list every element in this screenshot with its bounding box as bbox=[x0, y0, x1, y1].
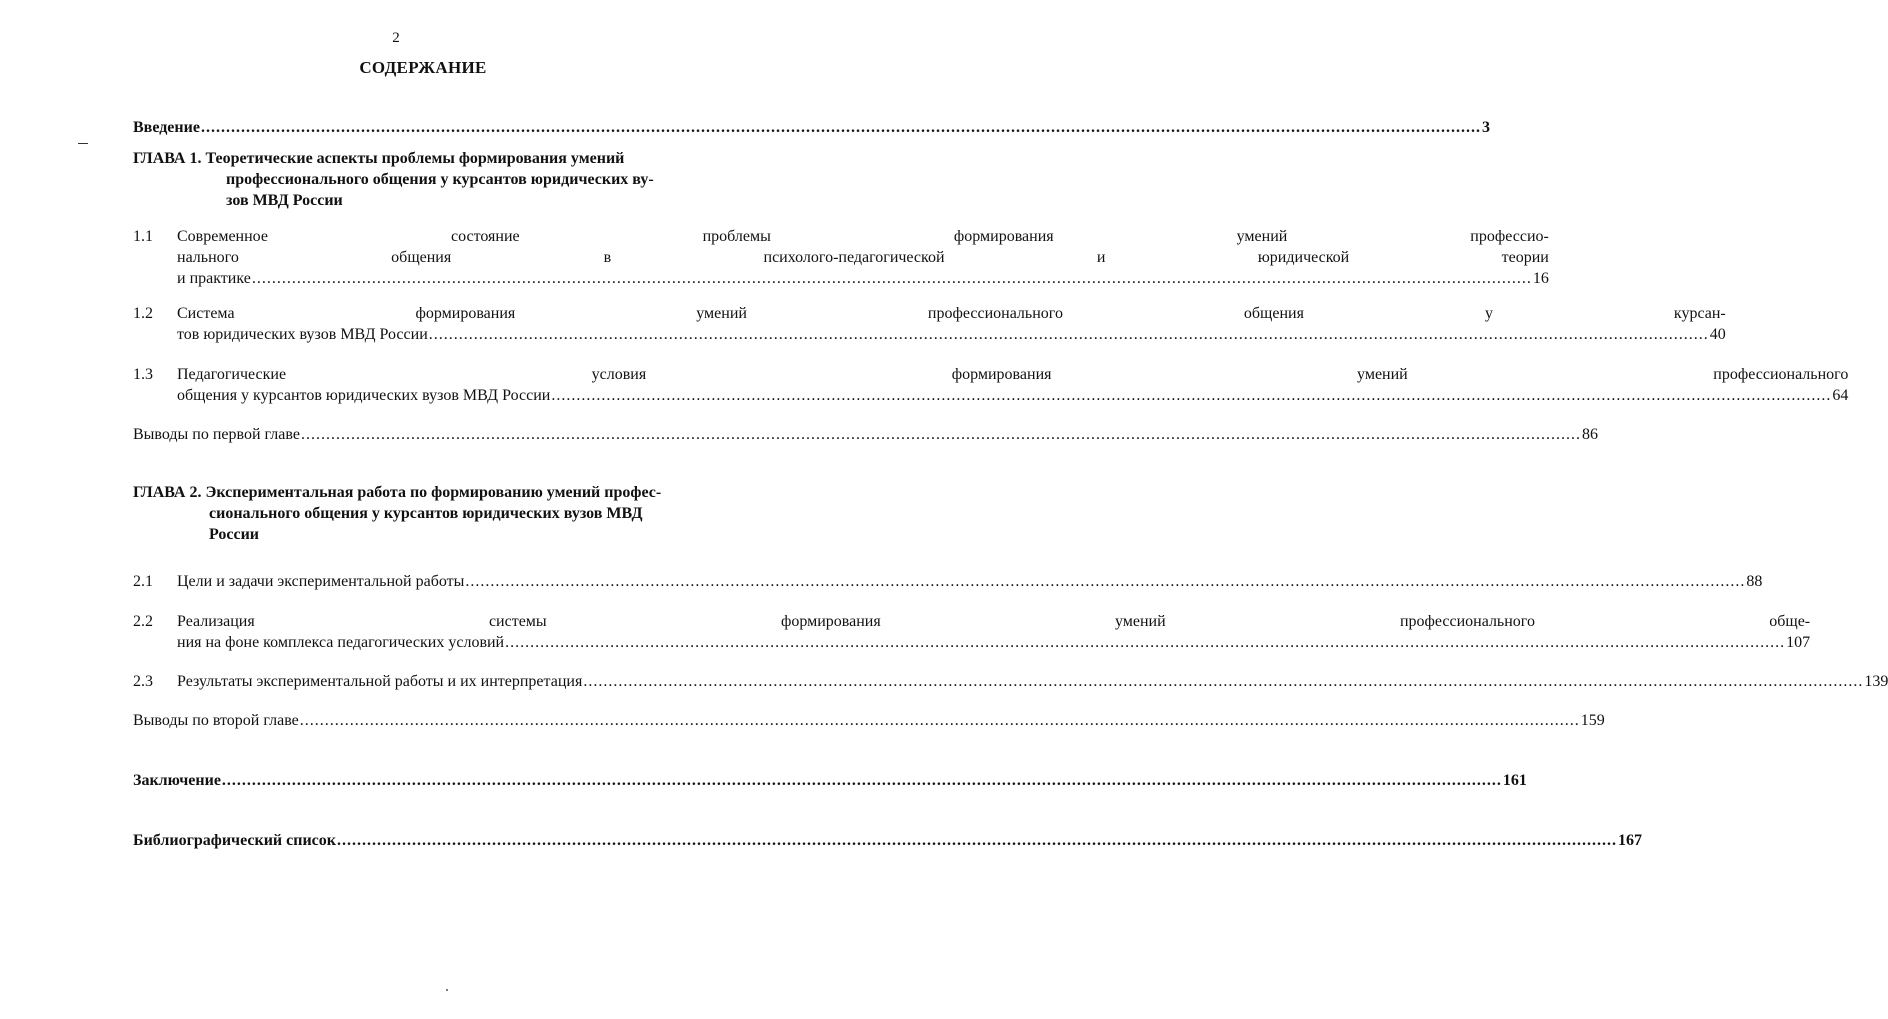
dot-leader bbox=[201, 117, 1481, 138]
toc-entry-2-2[interactable] bbox=[133, 611, 1811, 653]
dot-leader bbox=[222, 770, 1502, 791]
chapter-label: ГЛАВА 2. bbox=[133, 484, 202, 501]
toc-entry-1-2[interactable] bbox=[133, 303, 1726, 345]
section-title-line: общения у курсантов юридических вузов МВД России bbox=[177, 387, 551, 404]
toc-page: 88 bbox=[1746, 573, 1763, 590]
section-number: 2.2 bbox=[133, 613, 153, 630]
section-title-line: Цели и задачи экспериментальной работы bbox=[177, 573, 465, 590]
toc-entry-2-1[interactable] bbox=[133, 571, 1763, 592]
section-title-line: ния на фоне комплекса педагогических условий bbox=[177, 634, 505, 651]
chapter-title-line: сионального общения у курсантов юридических вузов МВД bbox=[209, 505, 643, 522]
dot-leader bbox=[252, 268, 1532, 289]
page-number: 2 bbox=[392, 30, 400, 46]
toc-page: 40 bbox=[1709, 326, 1726, 343]
section-number: 1.2 bbox=[133, 305, 153, 322]
toc-entry-conclusion-1[interactable] bbox=[133, 424, 1598, 445]
section-title-line: Реализация системы формирования умений профессионального обще- bbox=[177, 613, 1811, 630]
toc-label: Выводы по первой главе bbox=[133, 426, 300, 443]
margin-mark bbox=[78, 143, 88, 144]
chapter-title-line: России bbox=[209, 526, 260, 543]
toc-page: 16 bbox=[1532, 270, 1549, 287]
toc-entry-1-1[interactable] bbox=[133, 226, 1549, 289]
dot-leader bbox=[465, 571, 1745, 592]
dot-leader bbox=[505, 632, 1785, 653]
chapter-title-line: Экспериментальная работа по формированию умений профес- bbox=[205, 484, 662, 501]
chapter-1-heading[interactable] bbox=[133, 148, 715, 211]
scan-speck bbox=[446, 989, 448, 991]
toc-page: 139 bbox=[1864, 673, 1888, 690]
section-title-line: и практике bbox=[177, 270, 251, 287]
toc-page: 107 bbox=[1786, 634, 1811, 651]
page-title: СОДЕРЖАНИЕ bbox=[359, 58, 487, 77]
section-title-line: Современное состояние проблемы формирования умений профессио- bbox=[177, 228, 1549, 245]
dot-leader bbox=[337, 830, 1617, 851]
toc-label: Библиографический список bbox=[133, 832, 336, 849]
toc-entry-intro[interactable] bbox=[133, 117, 1490, 138]
toc-page: 167 bbox=[1617, 832, 1642, 849]
toc-page: 161 bbox=[1502, 772, 1527, 789]
toc-page: 3 bbox=[1481, 119, 1490, 136]
chapter-label: ГЛАВА 1. bbox=[133, 150, 202, 167]
chapter-2-heading[interactable] bbox=[133, 482, 715, 545]
section-number: 2.3 bbox=[133, 673, 153, 690]
section-number: 2.1 bbox=[133, 573, 153, 590]
section-title-line: нального общения в психолого-педагогической и юридической теории bbox=[177, 249, 1549, 266]
toc-page: 86 bbox=[1581, 426, 1598, 443]
toc-page: 159 bbox=[1580, 712, 1605, 729]
toc-label: Введение bbox=[133, 119, 200, 136]
toc-entry-2-3[interactable] bbox=[133, 671, 1888, 692]
section-title-line: Педагогические условия формирования умений профессионального bbox=[177, 366, 1849, 383]
chapter-title-line: Теоретические аспекты проблемы формирования умений bbox=[205, 150, 625, 167]
section-title-line: тов юридических вузов МВД России bbox=[177, 326, 428, 343]
dot-leader bbox=[429, 324, 1709, 345]
toc-entry-conclusion-2[interactable] bbox=[133, 710, 1605, 731]
toc-label: Заключение bbox=[133, 772, 221, 789]
section-number: 1.3 bbox=[133, 366, 153, 383]
toc-entry-1-3[interactable] bbox=[133, 364, 1849, 406]
section-number: 1.1 bbox=[133, 228, 153, 245]
dot-leader bbox=[551, 385, 1831, 406]
dot-leader bbox=[583, 671, 1863, 692]
toc-page: 64 bbox=[1832, 387, 1849, 404]
dot-leader bbox=[300, 710, 1580, 731]
dot-leader bbox=[301, 424, 1581, 445]
chapter-title-line: зов МВД России bbox=[226, 192, 343, 209]
toc-label: Выводы по второй главе bbox=[133, 712, 299, 729]
section-title-line: Результаты экспериментальной работы и их интерпретация bbox=[177, 673, 583, 690]
section-title-line: Система формирования умений профессионального общения у курсан- bbox=[177, 305, 1726, 322]
toc-entry-bibliography[interactable] bbox=[133, 830, 1642, 851]
chapter-title-line: профессионального общения у курсантов юридических ву- bbox=[226, 171, 654, 188]
toc-entry-final[interactable] bbox=[133, 770, 1527, 791]
